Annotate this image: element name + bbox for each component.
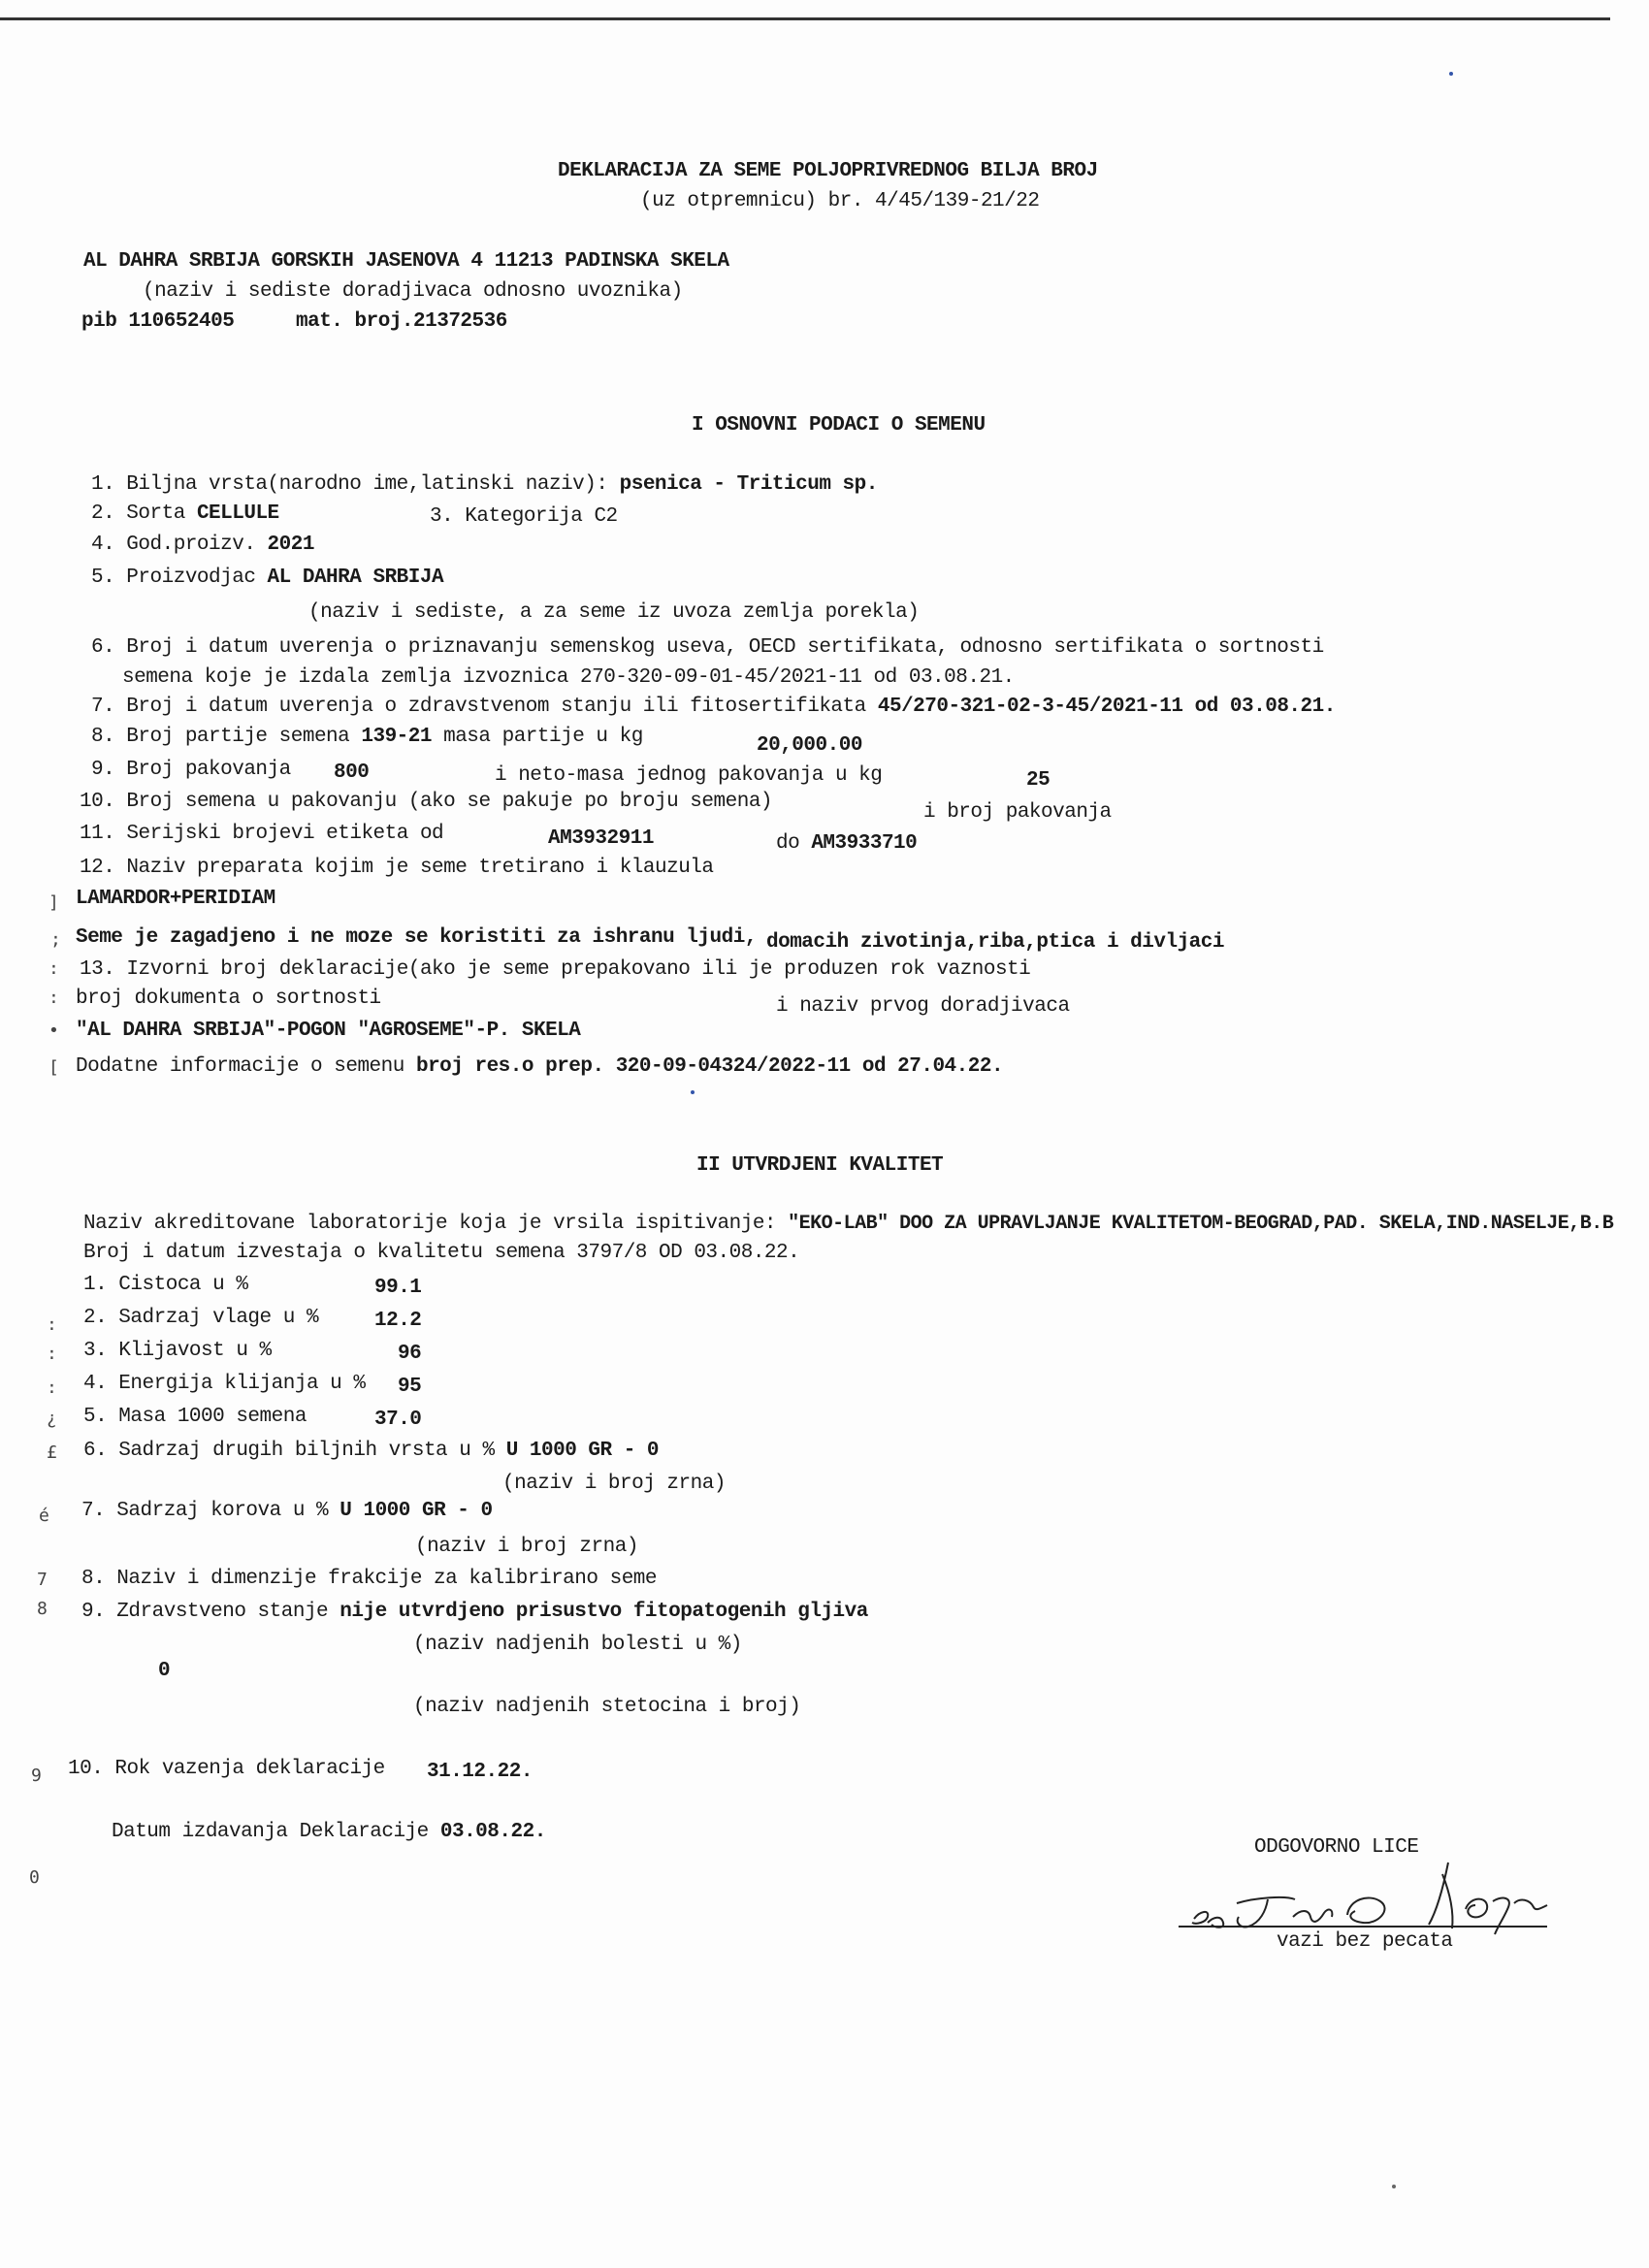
quality-9-label: 9. Zdravstveno stanje — [81, 1601, 329, 1623]
item-11-label: 11. Serijski brojevi etiketa od — [80, 823, 444, 845]
item-11 — [776, 832, 917, 856]
item-4-value: 2021 — [267, 534, 314, 556]
item-9-label: 9. Broj pakovanja — [91, 759, 291, 781]
item-5 — [91, 567, 443, 590]
quality-6-label: 6. Sadrzaj drugih biljnih vrsta u % — [83, 1440, 495, 1462]
quality-10-value: 31.12.22. — [427, 1761, 533, 1783]
issue-date — [112, 1821, 546, 1844]
item-10-label: 10. Broj semena u pakovanju (ako se pakuje po broju semena) — [80, 791, 773, 813]
company-mb: mat. broj.21372536 — [296, 310, 507, 333]
item-13-value: "AL DAHRA SRBIJA"-POGON "AGROSEME"-P. SKELA — [76, 1020, 581, 1042]
extra-info-label: Dodatne informacije o semenu — [76, 1055, 404, 1078]
quality-10-label: 10. Rok vazenja deklaracije — [68, 1758, 385, 1780]
quality-7 — [81, 1500, 493, 1523]
section-1-title: I OSNOVNI PODACI O SEMENU — [692, 414, 986, 437]
quality-5-value: 37.0 — [374, 1409, 422, 1431]
item-3-value: C2 — [594, 505, 618, 528]
document-title: DEKLARACIJA ZA SEME POLJOPRIVREDNOG BILJA BROJ — [558, 160, 1098, 182]
margin-mark: 0 — [29, 1867, 40, 1888]
item-11-value: AM3932911 — [548, 827, 654, 850]
item-4-label: 4. God.proizv. — [91, 534, 256, 556]
ink-speck — [1449, 72, 1453, 76]
item-5-label: 5. Proizvodjac — [91, 567, 256, 589]
item-12-clause-a: Seme je zagadjeno i ne moze se koristiti za ishranu ljudi, — [76, 926, 757, 949]
quality-9-value: nije utvrdjeno prisustvo fitopatogenih gljiva — [340, 1601, 868, 1623]
item-8 — [91, 726, 643, 749]
item-12-clause-b: domacih zivotinja,riba,ptica i divljaci — [766, 931, 1224, 954]
item-8-label-2: masa partije u kg — [443, 726, 643, 748]
item-9-value-2: 25 — [1026, 769, 1051, 792]
item-4 — [91, 534, 314, 557]
extra-info — [76, 1055, 1003, 1079]
quality-4-value: 95 — [398, 1376, 422, 1398]
item-6-value: 270-320-09-01-45/2021-11 od 03.08.21. — [580, 666, 1015, 689]
item-3 — [430, 505, 618, 529]
no-stamp-note: vazi bez pecata — [1277, 1930, 1453, 1953]
item-5-value: AL DAHRA SRBIJA — [267, 567, 444, 589]
issue-date-label: Datum izdavanja Deklaracije — [112, 1821, 429, 1843]
margin-mark: : — [48, 958, 59, 979]
quality-2-value: 12.2 — [374, 1310, 422, 1332]
quality-5-label: 5. Masa 1000 semena — [83, 1406, 307, 1428]
item-12-value: LAMARDOR+PERIDIAM — [76, 888, 275, 910]
quality-9-value-2: 0 — [158, 1660, 171, 1682]
signature-line — [1179, 1926, 1547, 1928]
margin-mark: [ — [48, 1057, 59, 1078]
item-13-label-3: i naziv prvog doradjivaca — [776, 995, 1070, 1018]
quality-1-value: 99.1 — [374, 1277, 422, 1299]
item-13-label-2: broj dokumenta o sortnosti — [76, 988, 381, 1010]
item-6-label-2: semena koje je izdala zemlja izvoznica — [122, 666, 568, 689]
item-7 — [91, 696, 1336, 719]
item-1-label: 1. Biljna vrsta(narodno ime,latinski naziv): — [91, 473, 608, 496]
quality-3-value: 96 — [398, 1343, 422, 1365]
item-1-value: psenica - Triticum sp. — [619, 473, 878, 496]
lab-value: "EKO-LAB" DOO ZA UPRAVLJANJE KVALITETOM-BEOGRAD,PAD. SKELA,IND.NASELJE,B.B — [788, 1213, 1614, 1235]
item-2-value: CELLULE — [196, 502, 279, 525]
item-8-label: 8. Broj partije semena — [91, 726, 350, 748]
margin-mark: : — [47, 1344, 57, 1364]
margin-mark: £ — [47, 1442, 57, 1463]
quality-7-caption: (naziv i broj zrna) — [415, 1536, 638, 1558]
responsible-person: ODGOVORNO LICE — [1254, 1836, 1419, 1859]
margin-mark: : — [47, 1314, 57, 1335]
margin-mark: ; — [50, 929, 61, 950]
quality-6-value: U 1000 GR - 0 — [505, 1440, 660, 1462]
item-3-label: 3. Kategorija — [430, 505, 583, 528]
item-6-label: 6. Broj i datum uverenja o priznavanju semenskog useva, OECD sertifikata, odnosno sertifikata o sortnosti — [91, 636, 1324, 659]
item-2-label: 2. Sorta — [91, 502, 185, 525]
quality-6 — [83, 1440, 659, 1463]
quality-6-caption: (naziv i broj zrna) — [502, 1473, 726, 1495]
report-label: Broj i datum izvestaja o kvalitetu semena — [83, 1242, 566, 1264]
issue-date-value: 03.08.22. — [439, 1821, 546, 1843]
item-8-value: 139-21 — [361, 726, 432, 748]
extra-info-value: broj res.o prep. 320-09-04324/2022-11 od 27.04.22. — [415, 1055, 1004, 1078]
margin-mark: : — [47, 1377, 57, 1398]
margin-mark: ] — [48, 892, 59, 913]
quality-3-label: 3. Klijavost u % — [83, 1340, 272, 1362]
quality-7-value: U 1000 GR - 0 — [340, 1500, 493, 1522]
company-name-address: AL DAHRA SRBIJA GORSKIH JASENOVA 4 11213 PADINSKA SKELA — [83, 250, 729, 273]
item-8-value-2: 20,000.00 — [757, 734, 862, 757]
item-5-caption: (naziv i sediste, a za seme iz uvoza zemlja porekla) — [308, 601, 920, 624]
document-subtitle: (uz otpremnicu) br. 4/45/139-21/22 — [640, 190, 1040, 212]
report-value: 3797/8 OD 03.08.22. — [576, 1242, 800, 1264]
item-11-label-2: do — [776, 832, 800, 855]
item-9-value: 800 — [334, 761, 370, 784]
ink-speck — [691, 1090, 695, 1094]
report — [83, 1242, 799, 1265]
lab-label: Naziv akreditovane laboratorije koja je vrsila ispitivanje: — [83, 1213, 777, 1235]
item-7-value: 45/270-321-02-3-45/2021-11 od 03.08.21. — [877, 696, 1336, 718]
item-13-label: 13. Izvorni broj deklaracije(ako je seme prepakovano ili je produzen rok vaznosti — [80, 958, 1031, 981]
item-7-label: 7. Broj i datum uverenja o zdravstvenom stanju ili fitosertifikata — [91, 696, 866, 718]
company-pib: pib 110652405 — [81, 310, 235, 333]
margin-mark: é — [39, 1506, 49, 1526]
item-12-label: 12. Naziv preparata kojim je seme tretirano i klauzula — [80, 857, 714, 879]
lab — [83, 1213, 1613, 1236]
item-2 — [91, 502, 279, 526]
margin-mark: • — [48, 1021, 59, 1041]
quality-8-label: 8. Naziv i dimenzije frakcije za kalibrirano seme — [81, 1568, 658, 1590]
item-10-label-2: i broj pakovanja — [923, 801, 1112, 824]
quality-7-label: 7. Sadrzaj korova u % — [81, 1500, 329, 1522]
company-caption: (naziv i sediste doradjivaca odnosno uvoznika) — [143, 280, 683, 303]
quality-1-label: 1. Cistoca u % — [83, 1274, 248, 1296]
quality-9-caption-2: (naziv nadjenih stetocina i broj) — [413, 1696, 801, 1718]
margin-mark: 8 — [37, 1599, 48, 1619]
quality-9 — [81, 1601, 868, 1624]
item-1 — [91, 473, 878, 497]
top-border-rule — [0, 17, 1610, 20]
margin-mark: ¿ — [47, 1409, 57, 1429]
quality-4-label: 4. Energija klijanja u % — [83, 1373, 366, 1395]
margin-mark: 7 — [37, 1570, 48, 1590]
quality-2-label: 2. Sadrzaj vlage u % — [83, 1307, 319, 1329]
quality-9-caption: (naziv nadjenih bolesti u %) — [413, 1634, 742, 1656]
margin-mark: 9 — [31, 1766, 42, 1786]
scan-speck — [1392, 2185, 1396, 2188]
item-11-value-2: AM3933710 — [811, 832, 918, 855]
item-6 — [122, 666, 1015, 690]
item-9-label-2: i neto-masa jednog pakovanja u kg — [495, 764, 883, 787]
margin-mark: : — [48, 988, 59, 1008]
section-2-title: II UTVRDJENI KVALITET — [696, 1154, 944, 1177]
